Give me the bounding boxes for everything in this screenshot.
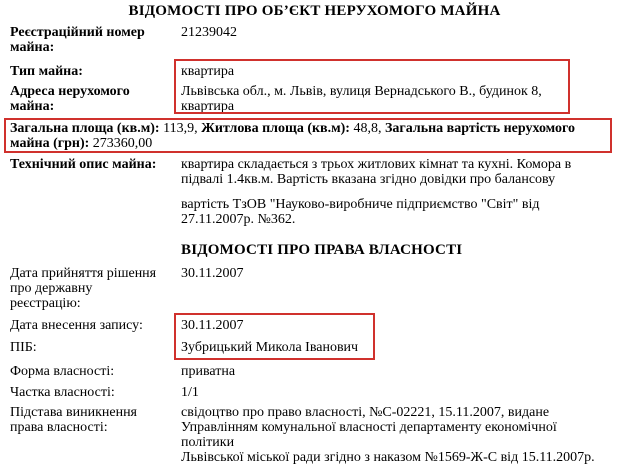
ownership-section-title: ВІДОМОСТІ ПРО ПРАВА ВЛАСНОСТІ	[181, 242, 463, 258]
ownership-form-value: приватна	[181, 364, 236, 379]
entry-name-highlight-box	[174, 313, 375, 360]
object-section-title: ВІДОМОСТІ ПРО ОБ’ЄКТ НЕРУХОМОГО МАЙНА	[128, 3, 501, 19]
reg-number-value: 21239042	[181, 25, 237, 40]
address-value: Львівська обл., м. Львів, вулиця Вернадського В., будинок 8, квартира	[181, 84, 542, 114]
basis-value: свідоцтво про право власності, №С-02221, 15.11.2007, видане Управлінням комунальної власності департаменту економічної політики Львівської міської ради згідно з наказом №1569-Ж-С від 15.11.2007р.	[181, 405, 595, 465]
decision-date-label: Дата прийняття рішення про державну реєстрацію:	[10, 266, 157, 311]
reg-number-label: Реєстраційний номер майна:	[10, 25, 145, 55]
property-type-label: Тип майна:	[10, 64, 83, 79]
total-cost-label: Загальна вартість нерухомого	[384, 121, 576, 136]
area-total-value: 113,9,	[159, 121, 202, 136]
basis-label: Підстава виникнення права власності:	[10, 405, 137, 435]
tech-desc-value: квартира складається з трьох житлових кімнат та кухні. Комора в підвалі 1.4кв.м. Вартість вказана згідно довідки про балансову вартість ТзОВ "Науково-виробниче підприємство "Світ" від 27.11.2007р. №362.	[181, 157, 572, 227]
area-living-label: Житлова площа (кв.м):	[201, 121, 350, 136]
entry-date-label: Дата внесення запису:	[10, 318, 143, 333]
total-cost-label-cont: майна (грн):	[10, 136, 90, 151]
share-label: Частка власності:	[10, 385, 115, 400]
owner-name-label: ПІБ:	[10, 340, 37, 355]
entry-date-value: 30.11.2007	[181, 318, 244, 333]
share-value: 1/1	[181, 385, 199, 400]
address-label: Адреса нерухомого майна:	[10, 84, 130, 114]
area-living-value: 48,8,	[349, 121, 385, 136]
tech-desc-label: Технічний опис майна:	[10, 157, 157, 172]
type-address-highlight-box	[174, 59, 570, 114]
area-cost-highlight-box	[4, 118, 612, 153]
owner-name-value: Зубрицький Микола Іванович	[181, 340, 359, 355]
ownership-form-label: Форма власності:	[10, 364, 115, 379]
property-type-value: квартира	[181, 64, 235, 79]
total-cost-value: 273360,00	[89, 136, 153, 151]
area-total-label: Загальна площа (кв.м):	[10, 121, 160, 136]
decision-date-value: 30.11.2007	[181, 266, 244, 281]
